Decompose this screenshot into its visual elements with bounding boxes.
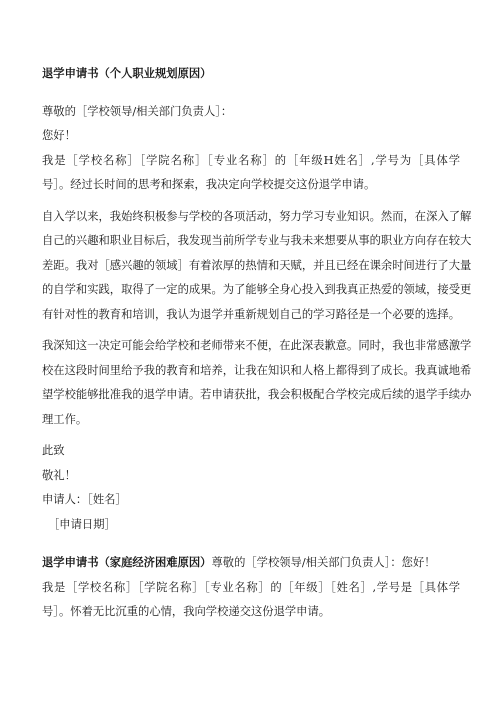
- closing-line-2: 敬礼！: [42, 469, 76, 482]
- document-title-1: 退学申请书（个人职业规划原因）: [42, 67, 212, 80]
- closing-line-1: 此致: [42, 444, 65, 457]
- document-title-2: 退学申请书（家庭经济困难原因）: [42, 556, 212, 569]
- paragraph-4-line-2: 号］。怀着无比沉重的心情，我向学校递交这份退学申请。: [42, 605, 331, 618]
- paragraph-2-line-4: 的自学和实践，取得了一定的成果。为了能够全身心投入到我真正热爱的领域，接受更: [42, 283, 472, 296]
- paragraph-3-line-1: 我深知这一决定可能会给学校和老师带来不便，在此深表歉意。同时，我也非常感激学: [42, 339, 472, 352]
- applicant-line: 申请人：［姓名］: [42, 493, 127, 506]
- paragraph-3-line-3: 望学校能够批准我的退学申请。若申请获批，我会积极配合学校完成后续的退学手续办: [42, 388, 472, 401]
- paragraph-3-line-2: 校在这段时间里给予我的教育和培养，让我在知识和人格上都得到了成长。我真诚地希: [42, 364, 472, 377]
- paragraph-1-line-1: 我是［学校名称］［学院名称］［专业名称］的［年级H姓名］,学号为［具体学: [42, 154, 460, 167]
- document-title-2-line: [42, 555, 460, 571]
- paragraph-3-line-4: 理工作。: [42, 413, 88, 426]
- paragraph-4-line-1: 我是［学校名称］［学院名称］［专业名称］的［年级］［姓名］,学号是［具体学: [42, 581, 460, 594]
- salutation: 尊敬的［学校领导/相关部门负责人］：: [42, 105, 233, 118]
- paragraph-2-line-1: 自入学以来，我始终积极参与学校的各项活动，努力学习专业知识。然而，在深入了解: [42, 210, 472, 223]
- paragraph-2-line-3: 差距。我对［感兴趣的领域］有着浓厚的热情和天赋，并且已经在课余时间进行了大量: [42, 259, 472, 272]
- paragraph-2-line-5: 有针对性的教育和培训，我认为退学并重新规划自己的学习路径是一个必要的选择。: [42, 308, 460, 321]
- document-title-2-salutation: 尊敬的［学校领导/相关部门负责人］：您好！: [211, 556, 436, 569]
- paragraph-1-line-2: 号］。经过长时间的思考和探索，我决定向学校提交这份退学申请。: [42, 178, 376, 191]
- greeting: 您好！: [42, 129, 76, 142]
- paragraph-2-line-2: 自己的兴趣和职业目标后，我发现当前所学专业与我未来想要从事的职业方向存在较大: [42, 234, 472, 247]
- date-line: ［申请日期］: [48, 518, 116, 531]
